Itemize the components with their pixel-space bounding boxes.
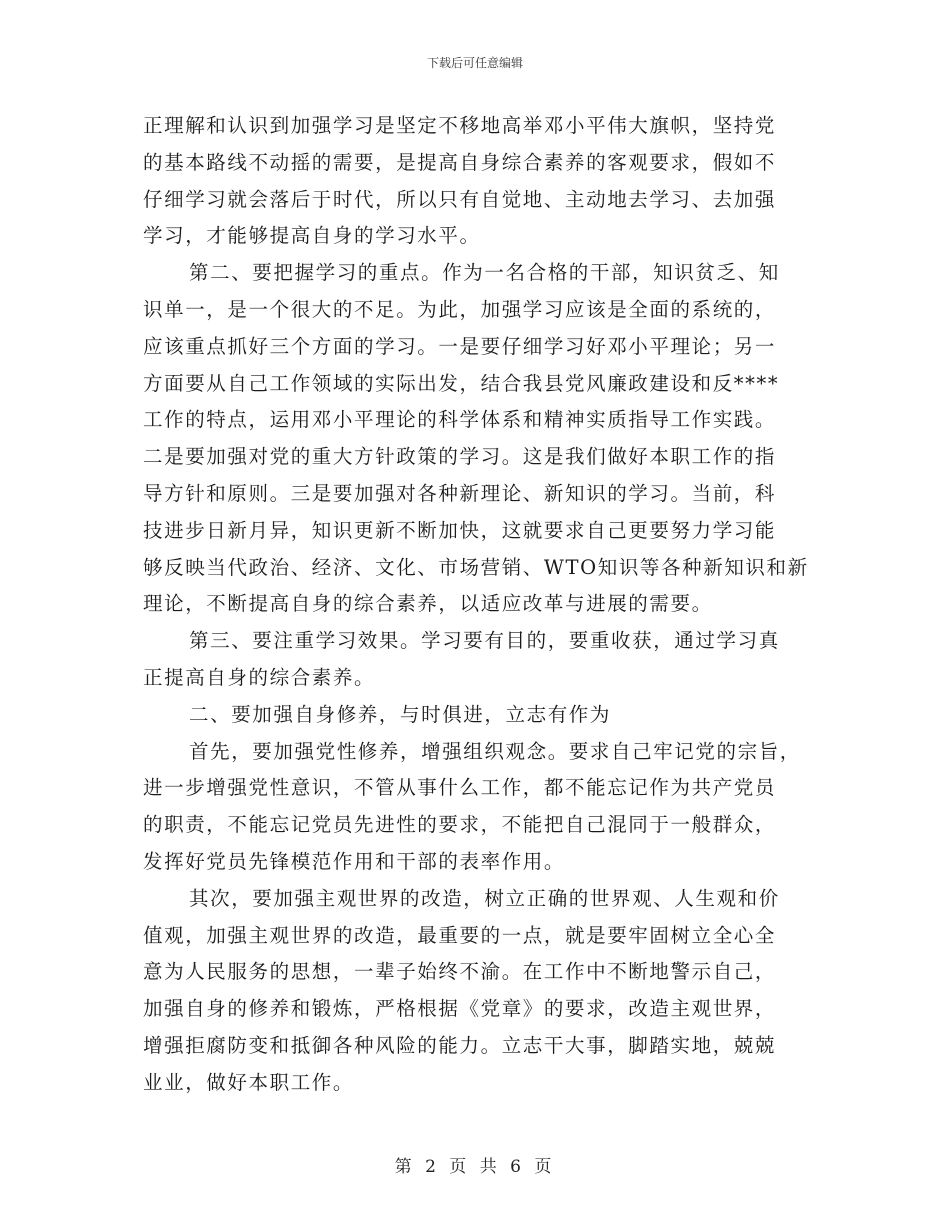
text-line: 理论，不断提高自身的综合素养，以适应改革与进展的需要。 xyxy=(143,592,713,616)
text-line: 首先，要加强党性修养，增强组织观念。要求自己牢记党的宗旨， xyxy=(189,739,801,763)
text-line: 正提高自身的综合素养。 xyxy=(143,665,376,689)
text-line: 二、要加强自身修养，与时俱进，立志有作为 xyxy=(189,702,612,726)
text-line: 第二、要把握学习的重点。作为一名合格的干部，知识贫乏、知 xyxy=(189,261,780,285)
text-line: 进一步增强党性意识，不管从事什么工作，都不能忘记作为共产党员 xyxy=(143,776,777,800)
text-line: 学习，才能够提高自身的学习水平。 xyxy=(143,224,481,248)
text-line: 第三、要注重学习效果。学习要有目的，要重收获，通过学习真 xyxy=(189,629,780,653)
text-line: 增强拒腐防变和抵御各种风险的能力。立志干大事，脚踏实地，兢兢 xyxy=(143,1033,777,1057)
text-line: 的基本路线不动摇的需要，是提高自身综合素养的客观要求，假如不 xyxy=(143,150,777,174)
text-line: 值观，加强主观世界的改造，最重要的一点，就是要牢固树立全心全 xyxy=(143,923,777,947)
text-line: 工作的特点，运用邓小平理论的科学体系和精神实质指导工作实践。 xyxy=(143,408,777,432)
text-line: 方面要从自己工作领域的实际出发，结合我县党风廉政建设和反**** xyxy=(143,371,780,395)
text-line: 导方针和原则。三是要加强对各种新理论、新知识的学习。当前，科 xyxy=(143,481,777,505)
page-footer: 第 2 页 共 6 页 xyxy=(394,1157,556,1177)
text-line: 正理解和认识到加强学习是坚定不移地高举邓小平伟大旗帜，坚持党 xyxy=(143,114,777,137)
text-line: 的职责，不能忘记党员先进性的要求，不能把自己混同于一般群众， xyxy=(143,813,777,837)
text-line: 应该重点抓好三个方面的学习。一是要仔细学习好邓小平理论；另一 xyxy=(143,334,777,358)
text-line: 二是要加强对党的重大方针政策的学习。这是我们做好本职工作的指 xyxy=(143,445,777,469)
text-line: 加强自身的修养和锻炼，严格根据《党章》的要求，改造主观世界， xyxy=(143,997,777,1021)
text-line: 仔细学习就会落后于时代，所以只有自觉地、主动地去学习、去加强 xyxy=(143,187,777,211)
text-line: 业业，做好本职工作。 xyxy=(143,1070,355,1094)
body-text xyxy=(143,108,813,1102)
text-line: 识单一，是一个很大的不足。为此，加强学习应该是全面的系统的， xyxy=(143,297,777,321)
text-line: 技进步日新月异，知识更新不断加快，这就要求自己更要努力学习能 xyxy=(143,518,777,542)
text-line: 其次，要加强主观世界的改造，树立正确的世界观、人生观和价 xyxy=(189,886,780,910)
page-header: 下载后可任意编辑 xyxy=(426,56,523,70)
text-line: 发挥好党员先锋模范作用和干部的表率作用。 xyxy=(143,849,566,873)
text-line: 意为人民服务的思想，一辈子始终不渝。在工作中不断地警示自己， xyxy=(143,960,777,984)
text-line: 够反映当代政治、经济、文化、市场营销、WTO知识等各种新知识和新 xyxy=(143,555,809,579)
